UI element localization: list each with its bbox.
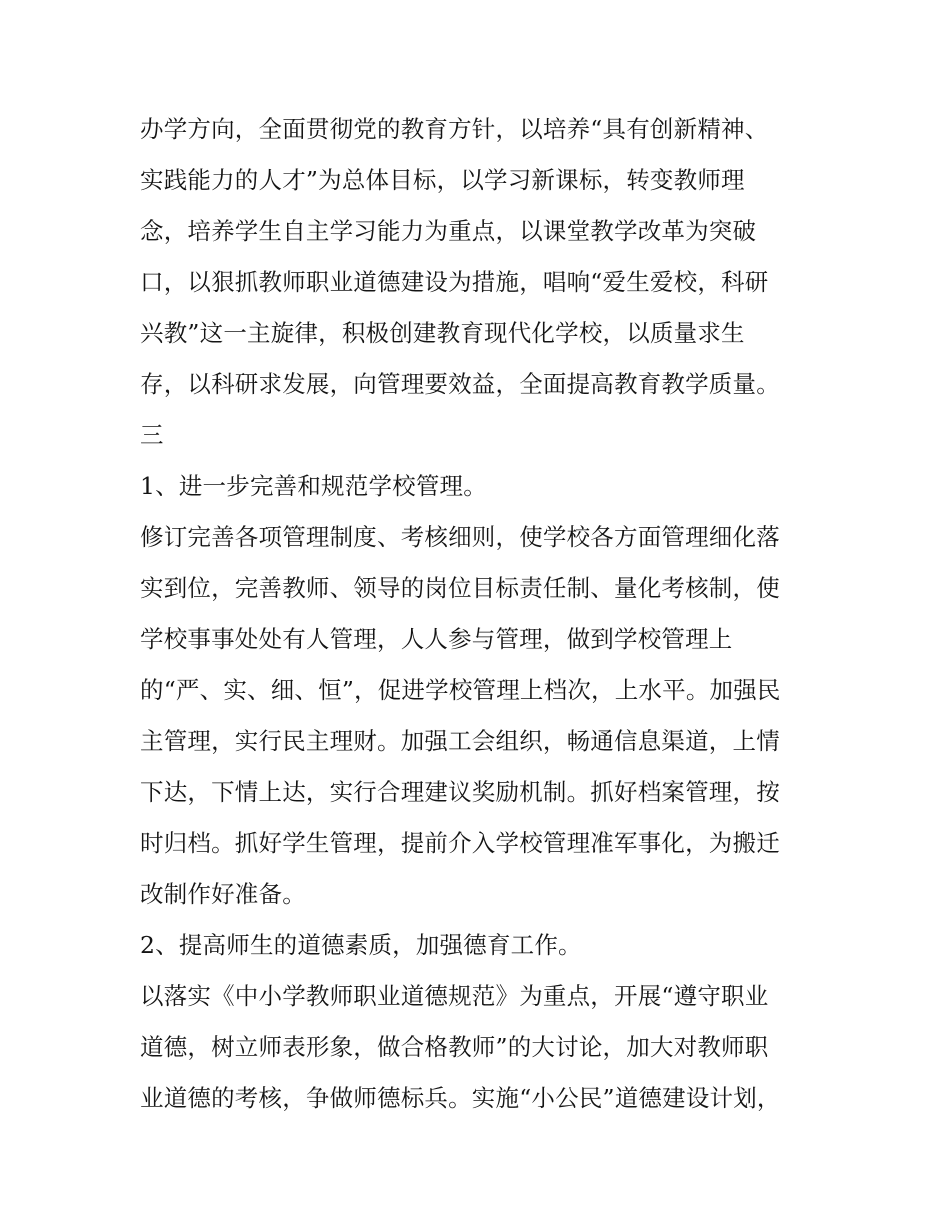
text-line: 下达，下情上达，实行合理建议奖励机制。抓好档案管理，按 bbox=[140, 778, 780, 806]
text-line: 的“严、实、细、恒”，促进学校管理上档次，上水平。加强民 bbox=[140, 676, 781, 704]
text-line: 学校事事处处有人管理，人人参与管理，做到学校管理上 bbox=[140, 625, 733, 653]
text-line: 修订完善各项管理制度、考核细则，使学校各方面管理细化落 bbox=[140, 523, 780, 551]
text-line: 兴教”这一主旋律，积极创建教育现代化学校，以质量求生 bbox=[140, 319, 745, 347]
text-line: 改制作好准备。 bbox=[140, 880, 306, 908]
text-line: 口，以狠抓教师职业道德建设为措施，唱响“爱生爱校，科研 bbox=[140, 268, 769, 296]
text-line: 道德，树立师表形象，做合格教师”的大讨论，加大对教师职 bbox=[140, 1033, 769, 1061]
text-line: 时归档。抓好学生管理，提前介入学校管理准军事化，为搬迁 bbox=[140, 829, 780, 857]
document-body bbox=[140, 104, 830, 1124]
item-heading-1: 1、进一步完善和规范学校管理。 bbox=[140, 472, 487, 500]
item-heading-2: 2、提高师生的道德素质，加强德育工作。 bbox=[140, 931, 582, 959]
text-line: 念，培养学生自主学习能力为重点，以课堂教学改革为突破 bbox=[140, 217, 757, 245]
text-line: 存，以科研求发展，向管理要效益，全面提高教育教学质量。 bbox=[140, 370, 780, 398]
text-line: 实践能力的人才”为总体目标，以学习新课标，转变教师理 bbox=[140, 166, 745, 194]
text-line: 以落实《中小学教师职业道德规范》为重点，开展“遵守职业 bbox=[140, 982, 769, 1010]
text-line: 实到位，完善教师、领导的岗位目标责任制、量化考核制，使 bbox=[140, 574, 780, 602]
text-line: 业道德的考核，争做师德标兵。实施“小公民”道德建设计划， bbox=[140, 1084, 781, 1112]
section-number: 三 bbox=[140, 421, 164, 449]
text-line: 主管理，实行民主理财。加强工会组织，畅通信息渠道，上情 bbox=[140, 727, 780, 755]
text-line: 办学方向，全面贯彻党的教育方针，以培养“具有创新精神、 bbox=[140, 115, 769, 143]
